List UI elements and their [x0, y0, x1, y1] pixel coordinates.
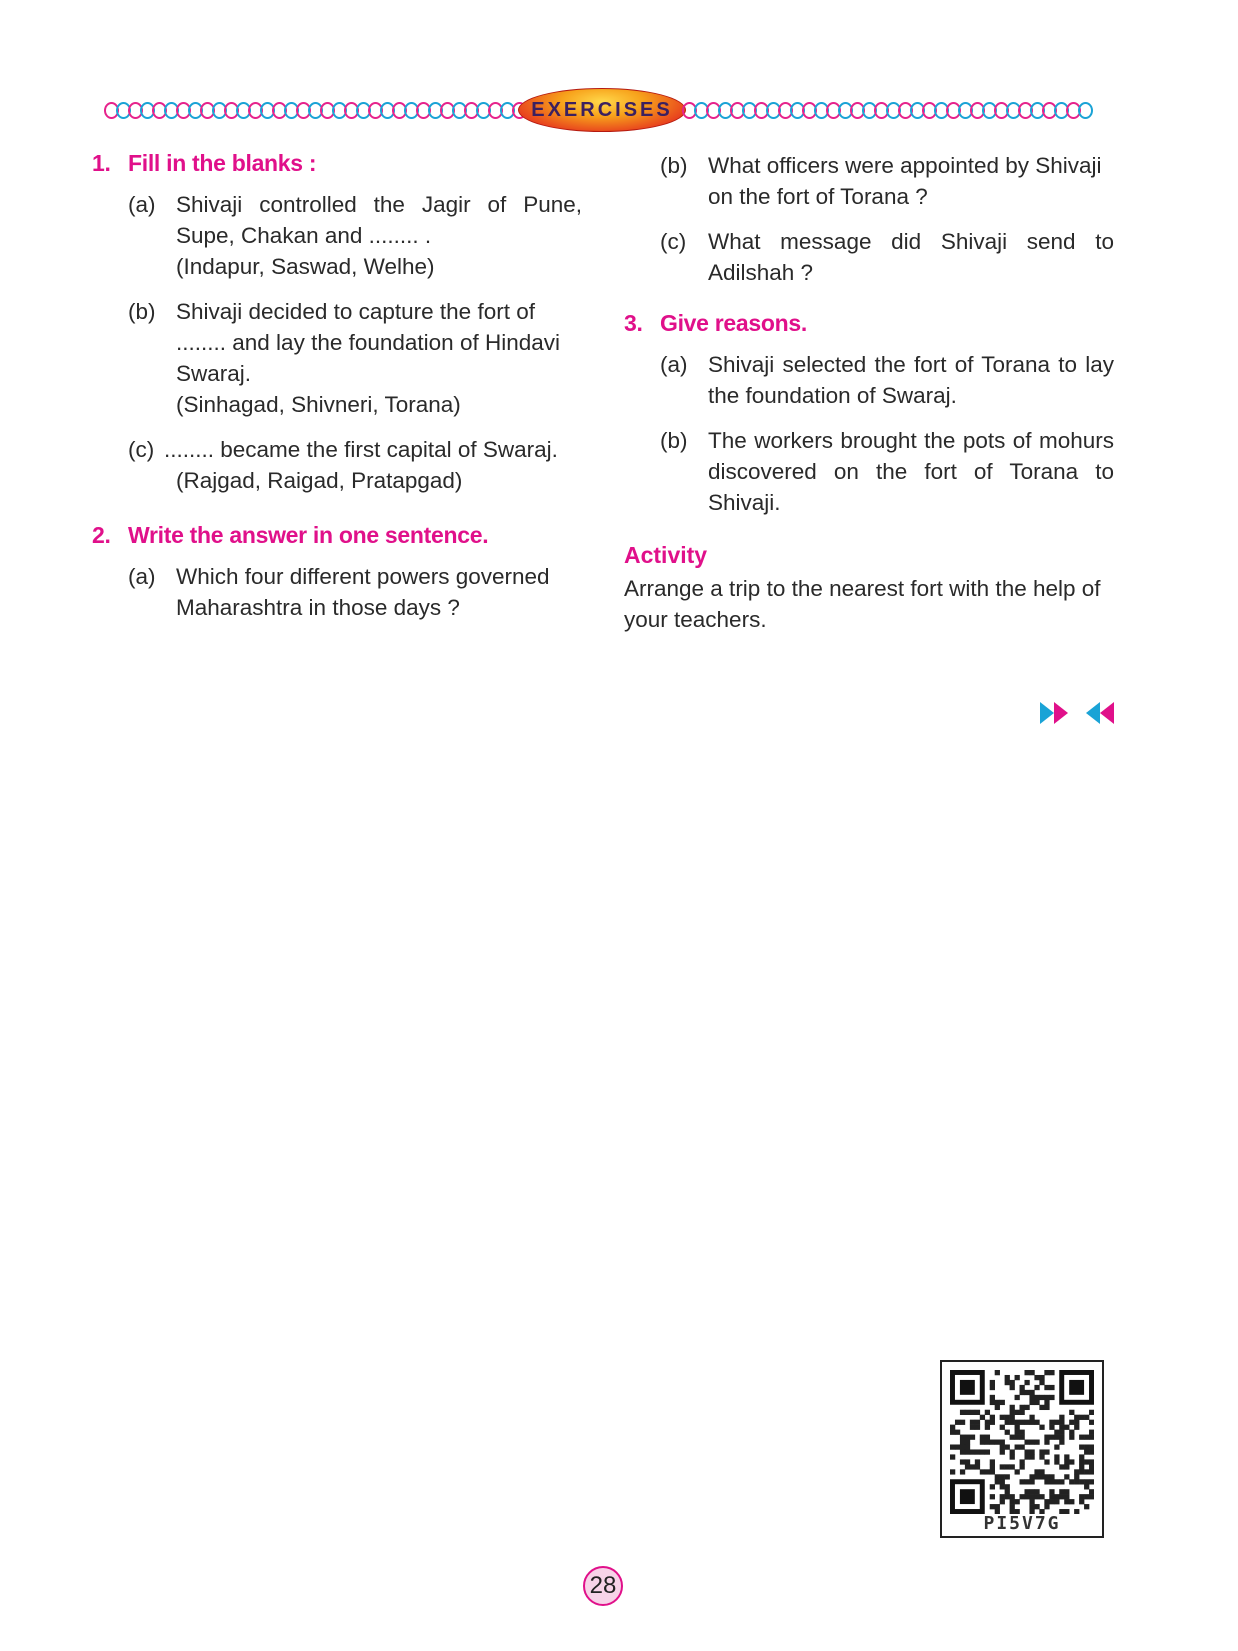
- q1-item-a: (a) Shivaji controlled the Jagir of Pune, Supe, Chakan and ........ . (Indapur, Saswad, Welhe): [128, 189, 582, 282]
- q3-item-a: (a) Shivaji selected the fort of Torana to lay the foundation of Swaraj.: [660, 349, 1114, 411]
- exercises-banner: [104, 88, 1096, 132]
- end-mark-icon: [1040, 700, 1114, 726]
- q1-item-c: (c) ........ became the first capital of Swaraj. (Rajgad, Raigad, Pratapgad): [128, 434, 582, 496]
- right-column: [624, 150, 1114, 635]
- q2-item-b: (b) What officers were appointed by Shivaji on the fort of Torana ?: [660, 150, 1114, 212]
- q2-item-c-text: What message did Shivaji send to Adilshah ?: [708, 229, 1114, 285]
- decorative-chain-right: [682, 100, 1096, 120]
- q3-item-a-text: Shivaji selected the fort of Torana to lay the foundation of Swaraj.: [708, 352, 1114, 408]
- activity-title: Activity: [624, 542, 708, 568]
- q1-item-a-text: Shivaji controlled the Jagir of Pune, Supe, Chakan and ........ .: [176, 192, 582, 248]
- question-2-heading: 2. Write the answer in one sentence.: [92, 522, 489, 548]
- exercises-title: EXERCISES: [531, 98, 673, 121]
- q1-item-b: (b) Shivaji decided to capture the fort of ........ and lay the foundation of Hindavi Swaraj. (Sinhagad, Shivneri, Torana): [128, 296, 582, 420]
- page-number: 28: [583, 1566, 623, 1606]
- qr-code-icon: [950, 1370, 1094, 1514]
- q3-item-b-text: The workers brought the pots of mohurs discovered on the fort of Torana to Shivaji.: [708, 428, 1114, 515]
- q1-item-c-options: (Rajgad, Raigad, Pratapgad): [176, 468, 463, 493]
- activity-text: Arrange a trip to the nearest fort with the help of your teachers.: [624, 576, 1101, 632]
- q1-item-b-options: (Sinhagad, Shivneri, Torana): [176, 392, 461, 417]
- chain-ring: [1078, 102, 1093, 119]
- q2-item-a-text: Which four different powers governed Maharashtra in those days ?: [176, 564, 550, 620]
- q2-item-a: (a) Which four different powers governed Maharashtra in those days ?: [128, 561, 582, 623]
- q1-item-b-text: Shivaji decided to capture the fort of ........ and lay the foundation of Hindavi Swaraj.: [176, 299, 560, 386]
- question-3-heading: 3. Give reasons.: [624, 310, 807, 336]
- q2-item-c: (c) What message did Shivaji send to Adilshah ?: [660, 226, 1114, 288]
- decorative-chain-left: [104, 100, 524, 120]
- q2-item-b-text: What officers were appointed by Shivaji on the fort of Torana ?: [708, 153, 1102, 209]
- q3-item-b: (b) The workers brought the pots of mohurs discovered on the fort of Torana to Shivaji.: [660, 425, 1114, 518]
- exercises-title-badge: [518, 88, 686, 132]
- left-column: [92, 150, 582, 637]
- q1-item-c-text: ........ became the first capital of Swaraj.: [164, 437, 558, 462]
- qr-code: [940, 1360, 1104, 1538]
- qr-code-label: PI5V7G: [983, 1513, 1061, 1534]
- question-1-heading: 1. Fill in the blanks :: [92, 150, 317, 176]
- q1-item-a-options: (Indapur, Saswad, Welhe): [176, 254, 435, 279]
